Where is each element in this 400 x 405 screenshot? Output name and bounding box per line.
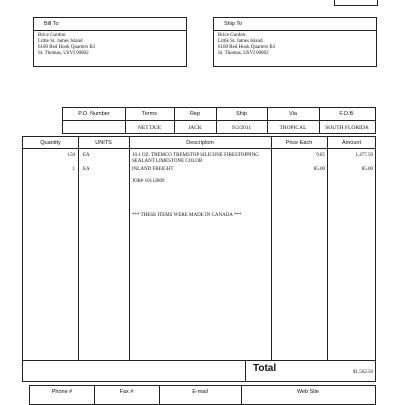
value-via: TROPICAL: [279, 124, 307, 131]
value-fob: SOUTH FLORIDA: [325, 124, 369, 131]
row-description: INLAND FREIGHT: [132, 167, 174, 172]
row-description: JOB# 10112809: [132, 179, 165, 184]
row-amount: 85.00: [361, 167, 373, 172]
ship-to-line: Brice Gordon: [218, 33, 246, 38]
bill-to-box: [33, 17, 187, 67]
header-fob: F.O.B.: [339, 111, 355, 117]
total-value: $1,562.50: [353, 370, 373, 375]
col-header-description: Description: [186, 139, 214, 146]
row-price-each: 85.00: [313, 167, 325, 172]
footer-contact-table: [29, 385, 376, 405]
order-info-table: [62, 107, 376, 134]
bill-to-line: 6100 Red Hook Quarters B3: [38, 45, 96, 50]
header-rep: Rep: [189, 111, 201, 117]
row-quantity: 1: [72, 167, 75, 172]
footer-website: Web Site: [296, 388, 320, 395]
footer-fax: Fax #: [119, 388, 134, 395]
col-header-price-each: Price Each: [285, 139, 313, 146]
value-rep: JACK: [188, 124, 202, 131]
footer-email: E-mail: [192, 388, 208, 395]
bill-to-line: Brice Gordon: [38, 33, 66, 38]
ship-to-title: Ship To: [224, 21, 243, 27]
col-header-amount: Amount: [342, 139, 361, 146]
value-terms: NET DUE: [137, 124, 162, 131]
bill-to-address: [38, 33, 95, 57]
bill-to-line: Little St. James Island: [38, 39, 83, 44]
header-ship: Ship: [235, 111, 247, 117]
value-po-number: [63, 121, 125, 134]
row-units: EA: [83, 167, 90, 172]
header-via: Via: [289, 111, 297, 117]
col-header-units: UNITS: [95, 139, 112, 146]
ship-to-address: [218, 33, 275, 57]
row-units: EA: [83, 153, 90, 158]
col-header-quantity: Quantity: [40, 139, 61, 146]
header-terms: Terms: [142, 111, 157, 117]
value-ship: 9/2/2011: [231, 124, 252, 131]
footer-phone: Phone #: [51, 388, 73, 395]
row-amount: 1,477.50: [355, 153, 373, 158]
row-description: 10.1 OZ. TREMCO TREMSTOP SILICONE FIRESTOPPING SEALANT LIMESTONE COLOR: [132, 153, 259, 164]
row-price-each: 9.85: [316, 153, 325, 158]
page-corner-box: [334, 0, 378, 6]
row-quantity: 150: [67, 153, 75, 158]
bill-to-line: St. Thomas, USVI 00802: [38, 51, 89, 56]
ship-to-line: Little St. James Island: [218, 39, 263, 44]
header-po-number: P.O. Number: [78, 111, 110, 117]
ship-to-line: St. Thomas, USVI 00802: [218, 51, 269, 56]
row-description: *** THESE ITEMS WERE MADE IN CANADA ***: [132, 213, 242, 218]
ship-to-line: 6100 Red Hook Quarters B3: [218, 45, 276, 50]
ship-to-box: [213, 17, 377, 67]
total-label: Total: [253, 363, 277, 374]
items-table: [22, 136, 376, 382]
bill-to-title: Bill To: [44, 21, 59, 27]
